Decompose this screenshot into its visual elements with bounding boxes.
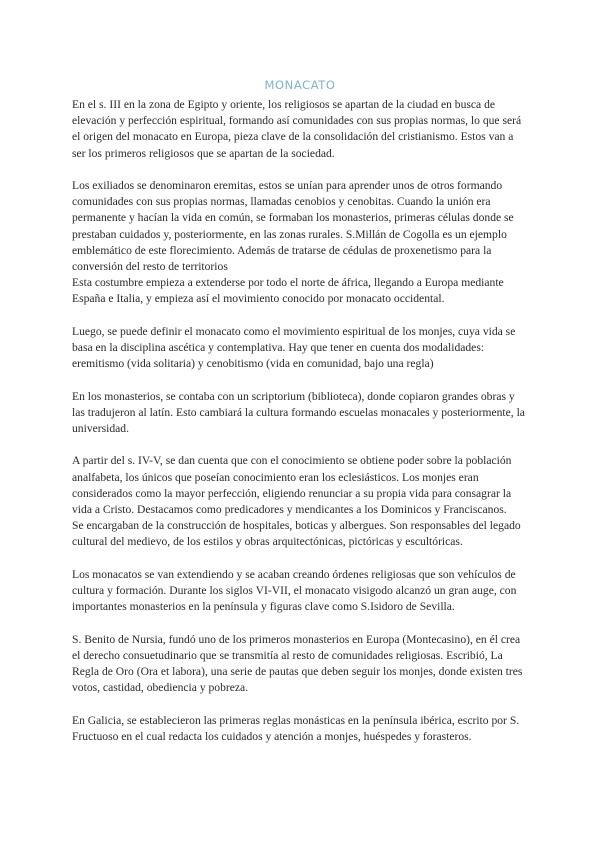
paragraph-scriptorium: En los monasterios, se contaba con un scriptorium (biblioteca), donde copiaron grandes obras y las tradujeron al latín. Esto cambiará la cultura formando escuelas monacales y posteriormente, la universidad. — [72, 389, 525, 436]
document-body — [72, 97, 528, 761]
paragraph-expansion: Esta costumbre empieza a extenderse por todo el norte de áfrica, llegando a Europa mediante España e Italia, y empieza así el movimiento conocido por monacato occidental. — [72, 276, 504, 306]
paragraph-poder-conocimiento: A partir del s. IV-V, se dan cuenta que con el conocimiento se obtiene poder sobre la población analfabeta, los únicos que poseían conocimiento eran los eclesiásticos. Los monjes eran considerados como la mayor perfección, eligiendo renunciar a su propia vida para consagrar la vida a Cristo. Destacamos como predicadores y mendicantes a los Dominicos y Franciscanos. — [72, 454, 512, 517]
paragraph-origen-monacato: En el s. III en la zona de Egipto y oriente, los religiosos se apartan de la ciudad en busca de elevación y perfección espiritual, formando así comunidades con sus propias normas, lo que será el origen del monacato en Europa, pieza clave de la consolidación del cristianismo. Estos van a ser los primeros religiosos que se apartan de la sociedad. — [72, 98, 522, 160]
paragraph-legado-cultural: Se encargaban de la construcción de hospitales, boticas y albergues. Son responsables del legado cultural del medievo, de los estilos y obras arquitectónicas, pictóricas y escultóricas. — [72, 519, 521, 549]
paragraph-san-benito: S. Benito de Nursia, fundó uno de los primeros monasterios en Europa (Montecasino), en él crea el derecho consuetudinario que se transmitía al resto de comunidades religiosas. Escribió, La Regla de Oro (Ora et labora), una serie de pautas que deben seguir los monjes, donde existen tres votos, castidad, obediencia y pobreza. — [72, 632, 523, 695]
page-title: MONACATO — [264, 78, 336, 92]
paragraph-definicion: Luego, se puede definir el monacato como el movimiento espiritual de los monjes, cuya vida se basa en la disciplina ascética y contemplativa. Hay que tener en cuenta dos modalidades: eremitismo (vida solitaria) y cenobitismo (vida en comunidad, bajo una regla) — [72, 324, 516, 371]
paragraph-ordenes-religiosas: Los monacatos se van extendiendo y se acaban creando órdenes religiosas que son vehículos de cultura y formación. Durante los siglos VI-VII, el monacato visigodo alcanzó un gran auge, con importantes monasterios en la península y figuras clave como S.Isidoro de Sevilla. — [72, 567, 517, 614]
paragraph-eremitas: Los exiliados se denominaron eremitas, estos se unían para aprender unos de otros formando comunidades con sus propias normas, llamadas cenobios y cenobitas. Cuando la unión era permanente y hacían la vida en común, se formaban los monasterios, primeras células donde se prestaban cuidados y, posteriormente, en las zonas rurales. S.Millán de Cogolla es un ejemplo emblemático de este florecimiento. Además de tratarse de cédulas de proxenetismo para la conversión del resto de territorios — [72, 179, 514, 274]
paragraph-galicia: En Galicia, se establecieron las primeras reglas monásticas en la península ibérica, escrito por S. Fructuoso en el cual redacta los cuidados y atención a monjes, huéspedes y forasteros. — [72, 713, 520, 743]
